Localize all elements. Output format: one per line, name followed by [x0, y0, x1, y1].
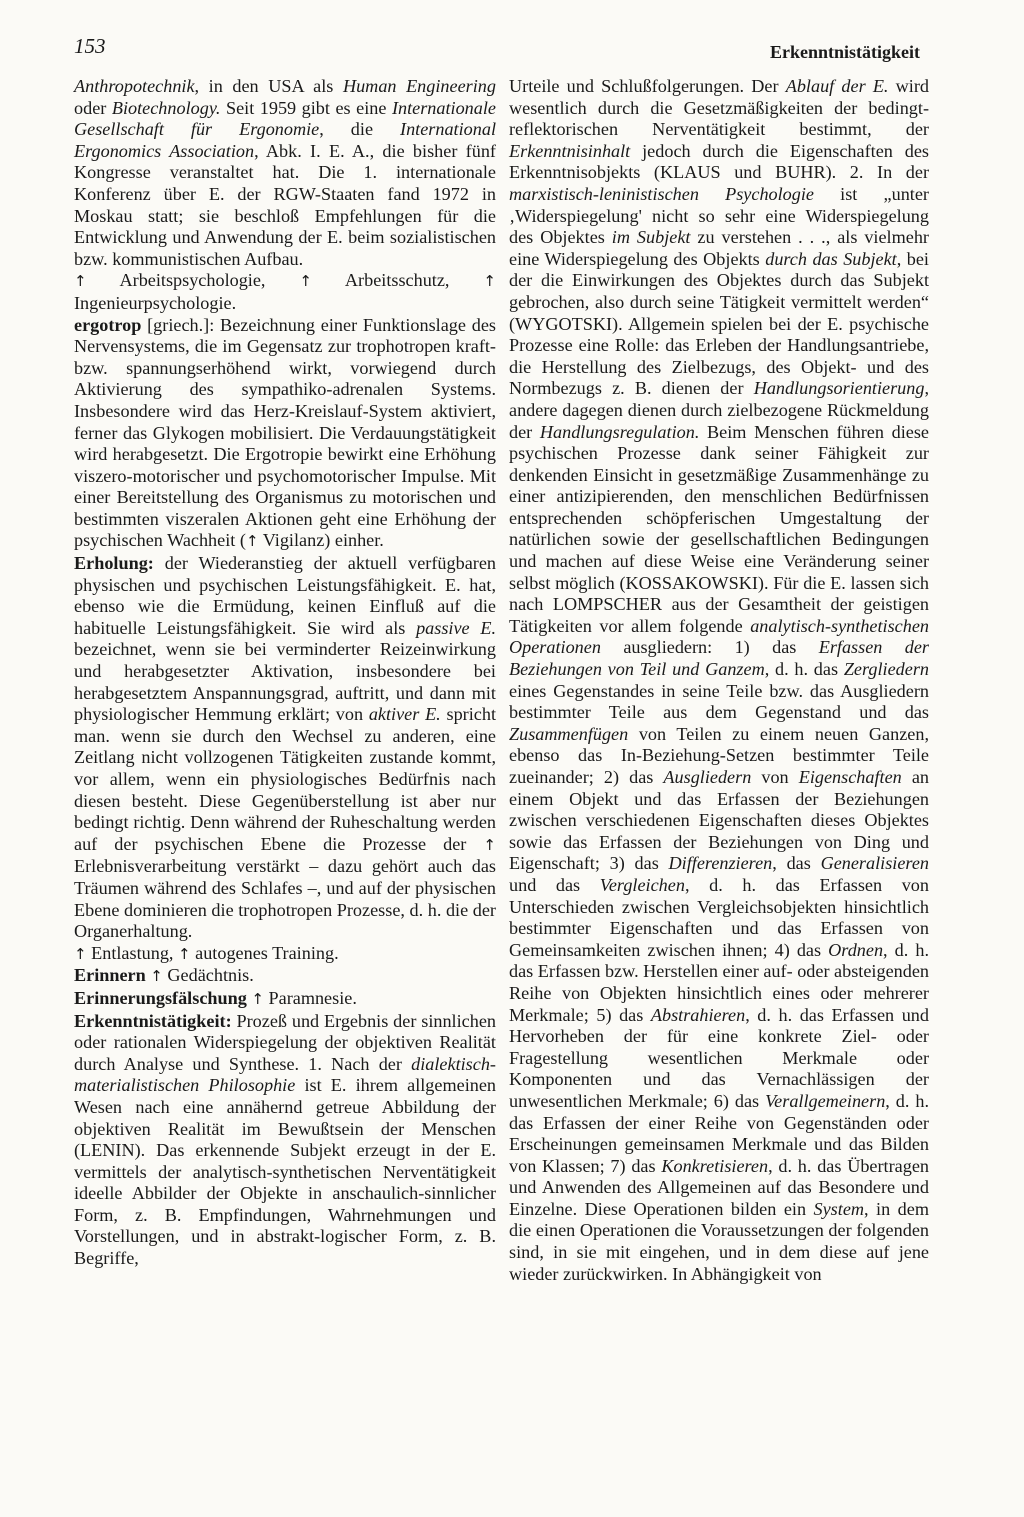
text-run: ist E. ihrem allgemeinen Wesen nach eine annähernd getreue Abbildung der objektiven Realität im Bewußtsein der Menschen (LENIN). Das erkennende Subjekt erzeugt in der E. vermittels der analytisch-synthetischen Nerventätigkeit ideelle Abbilder der Objekte in anschaulich-sinnlicher Form, z. B. Empfindungen, Wahrnehmungen und Vorstellungen, und in abstrakt-logischer Form, z. B. Begriffe,: [74, 1075, 497, 1269]
italic-term: durch das Subjekt: [765, 248, 897, 269]
italic-term: Handlungsorientierung: [753, 378, 925, 399]
text-run: [griech.]: Bezeichnung einer Funktionslage des Nervensystems, die im Gegensatz zur trophotropen kraft- bzw. spannungserhöhend wirkt, vorwiegend durch Aktivierung des sympathiko-adrenalen Systems. Insbesondere wird das Herz-Kreislauf-System aktiviert, ferner das Glykogen mobilisiert. Die Verdauungstätigkeit wird herabgesetzt. Die Ergotropie bewirkt eine Erhöhung viszero-motorischer und psychomotorischer Impulse. Mit einer Bereitstellung des Organismus zu motorischen und bestimmten viszeralen Aktionen geht eine Erhöhung der psychischen Wachheit (: [74, 314, 496, 551]
text-run: Arbeitsschutz,: [312, 270, 484, 291]
text-run: , Abk. I. E. A., die bisher fünf Kongresse veranstaltet hat. Die 1. internationale Konferenz über E. der RGW-Staaten fand 1972 in Moskau statt; sie beschloß Empfehlungen für die Entwicklung und Anwendung der E. beim sozialistischen bzw. kommunistischen Aufbau.: [74, 140, 496, 269]
entry-erinnern: [74, 965, 496, 988]
text-run: , die: [319, 119, 401, 140]
text-run: und das: [509, 874, 600, 895]
cross-reference-arrow-icon: ↑: [483, 272, 496, 291]
italic-term: Abstrahieren: [650, 1004, 746, 1025]
text-run: spricht man. wenn sie durch den Wechsel zu anderen, eine Zeitlang nicht vollzogenen Tätigkeiten zustande kommt, vor allem, wenn ein physiologisches Bedürfnis nach diesen besteht. Diese Gegenüberstellung ist aber nur bedingt richtig. Denn während der Ruheschaltung werden auf der psychischen Ebene die Prozesse der: [74, 704, 496, 854]
italic-term: Anthropotechnik: [74, 76, 195, 96]
text-run: Entlastung,: [86, 942, 179, 963]
text-run: Beim Menschen führen diese psychischen Prozesse dank seiner Fähigkeit zur denkenden Einsicht in gesetzmäßige Zusammenhänge zu einer antizipierenden, den menschlichen Bedürfnissen entsprechenden schöpferischen Umgestaltung der natürlichen sowie der gesellschaftlichen Bedingungen und machen auf diese Weise eine Veränderung seiner selbst möglich (KOSSAKOWSKI). Für die E. lassen sich nach LOMPSCHER aus der Gesamtheit der geistigen Tätigkeiten vor allem folgende: [509, 421, 929, 636]
text-run: Erlebnisverarbeitung verstärkt – dazu gehört auch das Träumen während des Schlafes –, und auf der physischen Ebene dominieren die trophotropen Prozesse, d. h. die der Organerhaltung.: [74, 856, 496, 942]
text-run: zu verstehen . . ., als vielmehr eine Widerspiegelung des Objekts: [509, 227, 929, 269]
italic-term: Differenzieren: [668, 853, 773, 874]
cross-reference-arrow-icon: ↑: [251, 989, 264, 1008]
text-run: an einem Objekt und das Erfassen der Beziehungen zwischen verschiedenen Eigenschaften dieses Objektes sowie das Erfassen der Beziehungen von Ding und Eigenschaft; 3) das: [509, 767, 929, 874]
text-run: Gedächtnis.: [162, 965, 254, 986]
text-run: Urteile und Schlußfolgerungen. Der: [509, 76, 786, 96]
text-run: eines Gegenstandes in seine Teile bzw. das Ausgliedern bestimmter Teile aus dem Gegenstand und das: [509, 680, 929, 723]
italic-term: dialektisch-materialistischen Philosophie: [74, 1053, 496, 1096]
text-run: Ingenieurpsychologie.: [74, 292, 237, 313]
italic-term: International Ergonomics Association: [74, 119, 496, 161]
italic-term: Konkretisieren: [661, 1155, 769, 1176]
text-run: , d. h. das Erfassen der einer Reihe von Gegenständen oder Erscheinungen gemeinsamen Merkmale und das Bilden von Klassen; 7) das: [509, 1090, 929, 1176]
running-head: Erkenntnistätigkeit: [769, 42, 920, 62]
text-run: jedoch durch die Eigenschaften des Erkenntnisobjekts (KLAUS und BUHR). 2. In der: [509, 140, 929, 183]
text-run: , d. h. das: [764, 659, 844, 680]
text-run: Prozeß und Ergebnis der sinnlichen oder rationalen Widerspiegelung der objektiven Realität durch Analyse und Synthese. 1. Nach der: [74, 1010, 496, 1074]
text-run: von: [751, 767, 799, 787]
cross-reference-arrow-icon: ↑: [245, 532, 259, 551]
italic-term: Eigenschaften: [798, 767, 902, 787]
italic-term: analytisch-synthetischen Operationen: [509, 615, 929, 658]
cross-reference-arrow-icon: ↑: [74, 272, 87, 291]
cross-reference-arrow-icon: ↑: [483, 835, 496, 854]
text-run: , andere dagegen dienen durch zielbezogene Rückmeldung der: [509, 378, 929, 442]
text-run: wird wesentlich durch die Gesetzmäßigkeiten der bedingt-reflektorischen Nerventätigkeit bestimmt, der: [509, 76, 930, 140]
text-run: ist „unter ‚Widerspiegelung' nicht so sehr eine Widerspiegelung des Objektes: [509, 183, 929, 248]
italic-term: Human Engineering: [342, 76, 496, 96]
paragraph-ergonomie-crossrefs: [74, 270, 496, 314]
text-run: , das: [772, 853, 821, 874]
entry-erkenntnistaetigkeit: [74, 1011, 496, 1270]
italic-term: im Subjekt: [611, 227, 691, 248]
text-run: ausgliedern: 1) das: [600, 637, 819, 658]
text-run: Vigilanz) einher.: [258, 530, 384, 551]
page-header: [0, 34, 1024, 64]
italic-term: Handlungsregulation.: [539, 421, 700, 442]
paragraph-erholung-crossrefs: [74, 943, 496, 966]
right-column: [509, 76, 929, 1285]
text-run: Paramnesie.: [263, 987, 357, 1008]
cross-reference-arrow-icon: ↑: [150, 967, 163, 986]
italic-term: Zergliedern: [843, 659, 930, 680]
cross-reference-arrow-icon: ↑: [178, 944, 191, 963]
text-run: , in den USA als: [194, 76, 343, 96]
text-run: , d. h. das Erfassen und Hervorheben der für eine konkrete Ziel- oder Fragestellung wesentlichen Merkmale oder Komponenten und das Vernachlässigen der unwesentlichen Merkmale; 6) das: [509, 1004, 929, 1111]
italic-term: Erfassen der Beziehungen von Teil und Ganzem: [509, 637, 929, 680]
text-run: , d. h. das Erfassen von Unterschieden zwischen Vergleichsobjekten hinsichtlich bestimmter Eigenschaften und das Erfassen von Gemeinsamkeiten zwischen ihnen; 4) das: [509, 874, 929, 960]
italic-term: Ablauf der E.: [785, 76, 889, 96]
text-run: der Wiederanstieg der aktuell verfügbaren physischen und psychischen Leistungsfähigkeit. E. hat, ebenso wie die Ermüdung, keinen Einfluß auf die habituelle Leistungsfähigkeit. Sie wird als: [74, 553, 496, 638]
italic-term: Ordnen: [828, 939, 884, 960]
entry-erholung: [74, 553, 496, 943]
entry-erinnerungsfaelschung: [74, 988, 496, 1011]
entry-ergotrop: [74, 315, 496, 554]
text-run: oder: [74, 97, 112, 118]
left-column: [74, 76, 496, 1270]
italic-term: Ausgliedern: [663, 767, 752, 787]
text-run: , bei der die Einwirkungen des Objektes durch das Subjekt gebrochen, also durch seine Tätigkeit vermittelt werden“ (WYGOTSKI). Allgemein spielen bei der E. psychische Prozesse eine Rolle: das Erleben der Handlungsantriebe, die Herstellung des Zielbezugs, des Objekt- und des Normbezugs z. B. dienen der: [509, 248, 929, 399]
headword: Erinnern: [74, 965, 146, 986]
headword: Erkenntnistätigkeit:: [74, 1010, 232, 1031]
paragraph-erkenntnistaetigkeit-continuation: [509, 76, 929, 1285]
text-run: autogenes Training.: [190, 942, 339, 963]
paragraph-ergonomie-continuation: [74, 76, 496, 270]
italic-term: Biotechnology.: [111, 97, 221, 118]
italic-term: Zusammenfügen: [509, 723, 629, 744]
page-number: 153: [74, 34, 106, 58]
italic-term: Internationale Gesellschaft für Ergonomie: [74, 97, 496, 140]
cross-reference-arrow-icon: ↑: [299, 272, 312, 291]
headword: Erinnerungsfälschung: [74, 987, 247, 1008]
headword: ergotrop: [74, 314, 142, 335]
text-run: , d. h. das Übertragen und Anwenden des Allgemeinen auf das Besondere und Einzelne. Diese Operationen bilden ein: [509, 1155, 929, 1219]
italic-term: Vergleichen: [599, 874, 685, 895]
italic-term: Generalisieren: [820, 853, 929, 874]
italic-term: aktiver E.: [368, 704, 441, 725]
text-run: Arbeitspsychologie,: [86, 270, 300, 291]
italic-term: Verallgemeinern: [765, 1090, 886, 1111]
text-run: von Teilen zu einem neuen Ganzen, ebenso das In-Beziehung-Setzen bestimmter Teile zueinander; 2) das: [509, 723, 929, 787]
text-run: bezeichnet, wenn sie bei verminderter Reizeinwirkung und herabgesetzter Aktivation, insbesondere bei herabgesetztem Anspannungsgrad, auftritt, und dann mit physiologischer Hemmung erklärt; von: [74, 639, 496, 725]
text-run: , in dem die einen Operationen die Voraussetzungen der folgenden sind, in sie mit eingehen, und in dem diese auf jene wieder zurückwirken. In Abhängigkeit von: [509, 1198, 929, 1284]
italic-term: Erkenntnisinhalt: [509, 140, 631, 161]
text-run: , d. h. das Erfassen bzw. Herstellen einer auf- oder absteigenden Reihe von Objekten hinsichtlich eines oder mehrerer Merkmale; 5) das: [509, 939, 929, 1025]
italic-term: System: [813, 1198, 865, 1219]
text-run: Seit 1959 gibt es eine: [220, 97, 392, 118]
italic-term: marxistisch-leninistischen Psychologie: [509, 183, 814, 204]
cross-reference-arrow-icon: ↑: [74, 944, 87, 963]
italic-term: passive E.: [416, 617, 496, 638]
headword: Erholung:: [74, 553, 154, 574]
